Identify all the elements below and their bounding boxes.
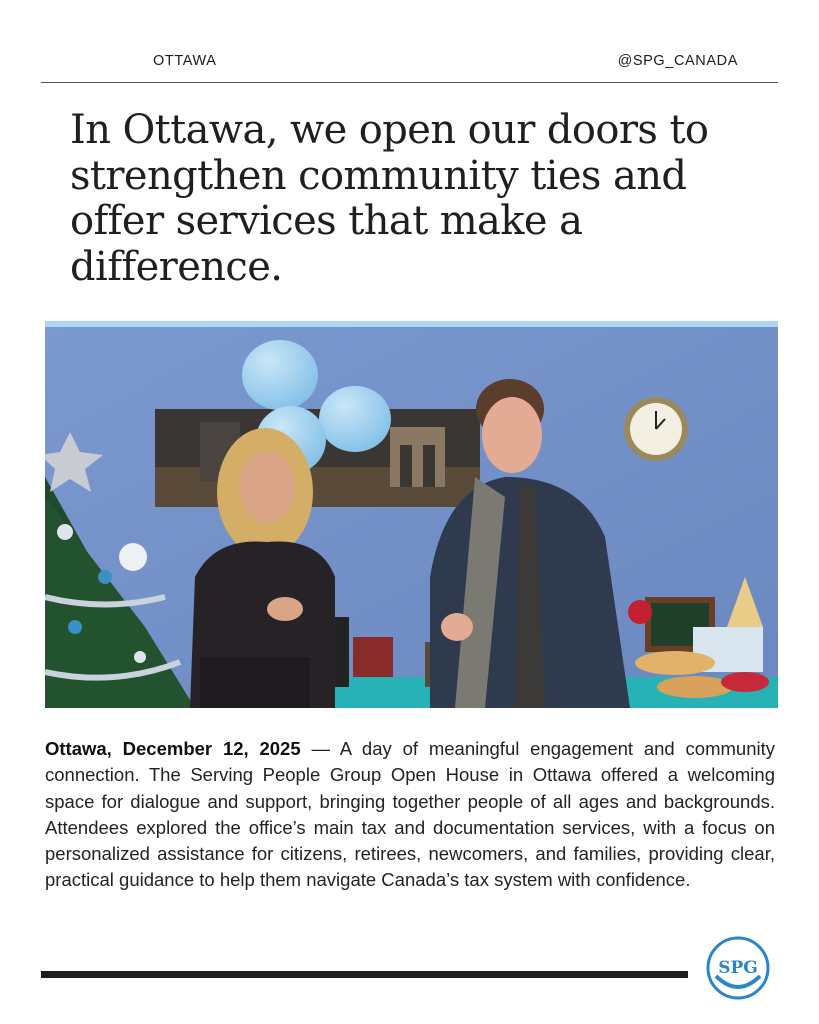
city-label: OTTAWA bbox=[153, 53, 217, 69]
article-dateline: Ottawa, December 12, 2025 bbox=[45, 738, 301, 759]
article-body bbox=[45, 736, 775, 894]
article-text: A day of meaningful engagement and community connection. The Serving People Group Open House in Ottawa offered a welcoming space for dialogue and support, bringing together people of all ages and backgrounds. Attendees explored the office’s main tax and documentation services, with a focus on personalized assistance for citizens, retirees, newcomers, and families, providing clear, practical guidance to help them navigate Canada’s tax system with confidence. bbox=[45, 738, 775, 891]
event-photo-illustration bbox=[45, 327, 778, 708]
social-handle[interactable]: @SPG_CANADA bbox=[617, 53, 738, 69]
wall-clock-icon bbox=[624, 397, 688, 461]
dateline-separator: — bbox=[300, 738, 340, 759]
event-photo bbox=[45, 321, 778, 708]
spg-logo-icon bbox=[706, 936, 770, 1000]
logo-text: SPG bbox=[718, 958, 758, 978]
headline: In Ottawa, we open our doors to strengthen community ties and offer services that make a difference. bbox=[70, 107, 709, 290]
footer-rule bbox=[41, 971, 688, 978]
header-bar bbox=[41, 50, 778, 83]
